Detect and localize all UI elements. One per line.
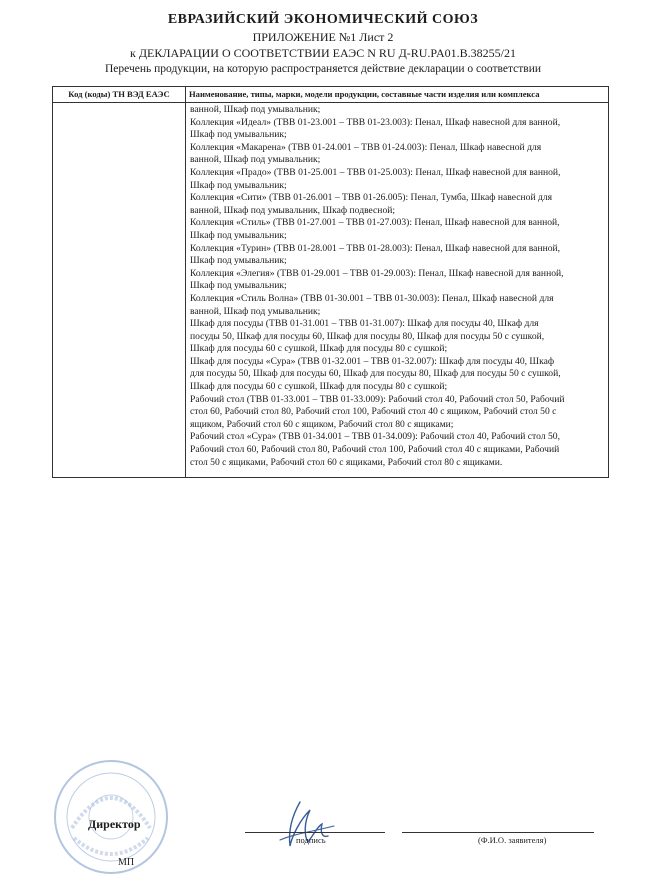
column-header-code: Код (коды) ТН ВЭД ЕАЭС	[53, 87, 186, 103]
product-list-cell	[186, 103, 609, 478]
product-line: Коллекция «Элегия» (ТВВ 01-29.001 – ТВВ 01-29.003): Пенал, Шкаф навесной для ванной,	[190, 267, 564, 279]
product-line: Рабочий стол 60, Рабочий стол 80, Рабочий стол 100, Рабочий стол 40 с ящиками, Рабочий	[190, 444, 560, 456]
table-header-row	[53, 87, 609, 103]
product-line: ванной, Шкаф под умывальник;	[190, 104, 321, 115]
product-line: Шкаф под умывальник;	[190, 255, 287, 267]
handwritten-signature-icon	[270, 796, 340, 854]
signature-line	[245, 832, 385, 833]
product-line: посуды 50, Шкаф для посуды 60, Шкаф для посуды 80, Шкаф для посуды 50 с сушкой,	[190, 330, 545, 342]
product-line: Шкаф для посуды 60 с сушкой, Шкаф для посуды 80 с сушкой;	[190, 343, 448, 355]
code-cell	[53, 103, 186, 478]
name-caption: (Ф.И.О. заявителя)	[478, 835, 547, 845]
product-line: Коллекция «Прадо» (ТВВ 01-25.001 – ТВВ 01-25.003): Пенал, Шкаф навесной для ванной,	[190, 166, 561, 178]
declaration-number: к ДЕКЛАРАЦИИ О СООТВЕТСТВИИ ЕАЭС N RU Д-RU.PA01.B.38255/21	[129, 46, 516, 60]
product-line: Коллекция «Турин» (ТВВ 01-28.001 – ТВВ 01-28.003): Пенал, Шкаф навесной для ванной,	[190, 242, 561, 254]
document-header	[40, 10, 606, 75]
product-line: Рабочий стол «Сура» (ТВВ 01-34.001 – ТВВ 01-34.009): Рабочий стол 40, Рабочий стол 50,	[190, 431, 560, 443]
product-line: Коллекция «Идеал» (ТВВ 01-23.001 – ТВВ 01-23.003): Пенал, Шкаф навесной для ванной,	[190, 116, 561, 128]
product-line: Коллекция «Стиль» (ТВВ 01-27.001 – ТВВ 01-27.003): Пенал, Шкаф навесной для ванной,	[190, 217, 560, 229]
product-line: Шкаф под умывальник;	[190, 280, 287, 292]
product-line: для посуды 50, Шкаф для посуды 60, Шкаф для посуды 80, Шкаф для посуды 50 с сушкой,	[190, 368, 561, 380]
document-subtitle: Перечень продукции, на которую распространяется действие декларации о соответствии	[104, 63, 542, 75]
name-line	[402, 832, 594, 833]
table-row	[53, 103, 609, 478]
product-line: Рабочий стол (ТВВ 01-33.001 – ТВВ 01-33.009): Рабочий стол 40, Рабочий стол 50, Рабочий	[190, 393, 565, 405]
director-label: Директор	[88, 817, 141, 831]
product-lines	[190, 104, 604, 469]
signature-caption: подпись	[296, 835, 326, 845]
product-line: ящиком, Рабочий стол 60 с ящиком, Рабочий стол 80 с ящиками;	[190, 418, 454, 430]
product-table	[52, 86, 609, 478]
product-line: Шкаф под умывальник;	[190, 229, 287, 241]
column-header-name: Наименование, типы, марки, модели продукции, составные части изделия или комплекса	[186, 87, 609, 103]
product-line: Коллекция «Стиль Волна» (ТВВ 01-30.001 – ТВВ 01-30.003): Пенал, Шкаф навесной для	[190, 292, 554, 304]
seal-place-label: МП	[118, 857, 135, 868]
product-line: стол 60, Рабочий стол 80, Рабочий стол 100, Рабочий стол 40 с ящиком, Рабочий стол 50 с	[190, 406, 557, 418]
product-line: стол 50 с ящиками, Рабочий стол 60 с ящиками, Рабочий стол 80 с ящиками.	[190, 456, 503, 468]
product-line: Шкаф для посуды (ТВВ 01-31.001 – ТВВ 01-31.007): Шкаф для посуды 40, Шкаф для	[190, 318, 539, 330]
product-line: Шкаф под умывальник;	[190, 179, 287, 191]
product-line: ванной, Шкаф под умывальник;	[190, 154, 321, 166]
product-line: ванной, Шкаф под умывальник;	[190, 305, 321, 317]
product-line: Коллекция «Макарена» (ТВВ 01-24.001 – ТВВ 01-24.003): Пенал, Шкаф навесной для	[190, 141, 542, 153]
union-title: ЕВРАЗИЙСКИЙ ЭКОНОМИЧЕСКИЙ СОЮЗ	[167, 12, 479, 27]
appendix-title: ПРИЛОЖЕНИЕ №1 Лист 2	[252, 30, 394, 44]
product-line: Шкаф для посуды 60 с сушкой, Шкаф для посуды 80 с сушкой;	[190, 381, 448, 393]
product-line: ванной, Шкаф под умывальник, Шкаф подвесной;	[190, 204, 396, 216]
product-line: Шкаф под умывальник;	[190, 129, 287, 141]
product-line: Коллекция «Сити» (ТВВ 01-26.001 – ТВВ 01-26.005): Пенал, Тумба, Шкаф навесной для	[190, 192, 553, 204]
product-line: Шкаф для посуды «Сура» (ТВВ 01-32.001 – ТВВ 01-32.007): Шкаф для посуды 40, Шкаф	[190, 355, 555, 367]
